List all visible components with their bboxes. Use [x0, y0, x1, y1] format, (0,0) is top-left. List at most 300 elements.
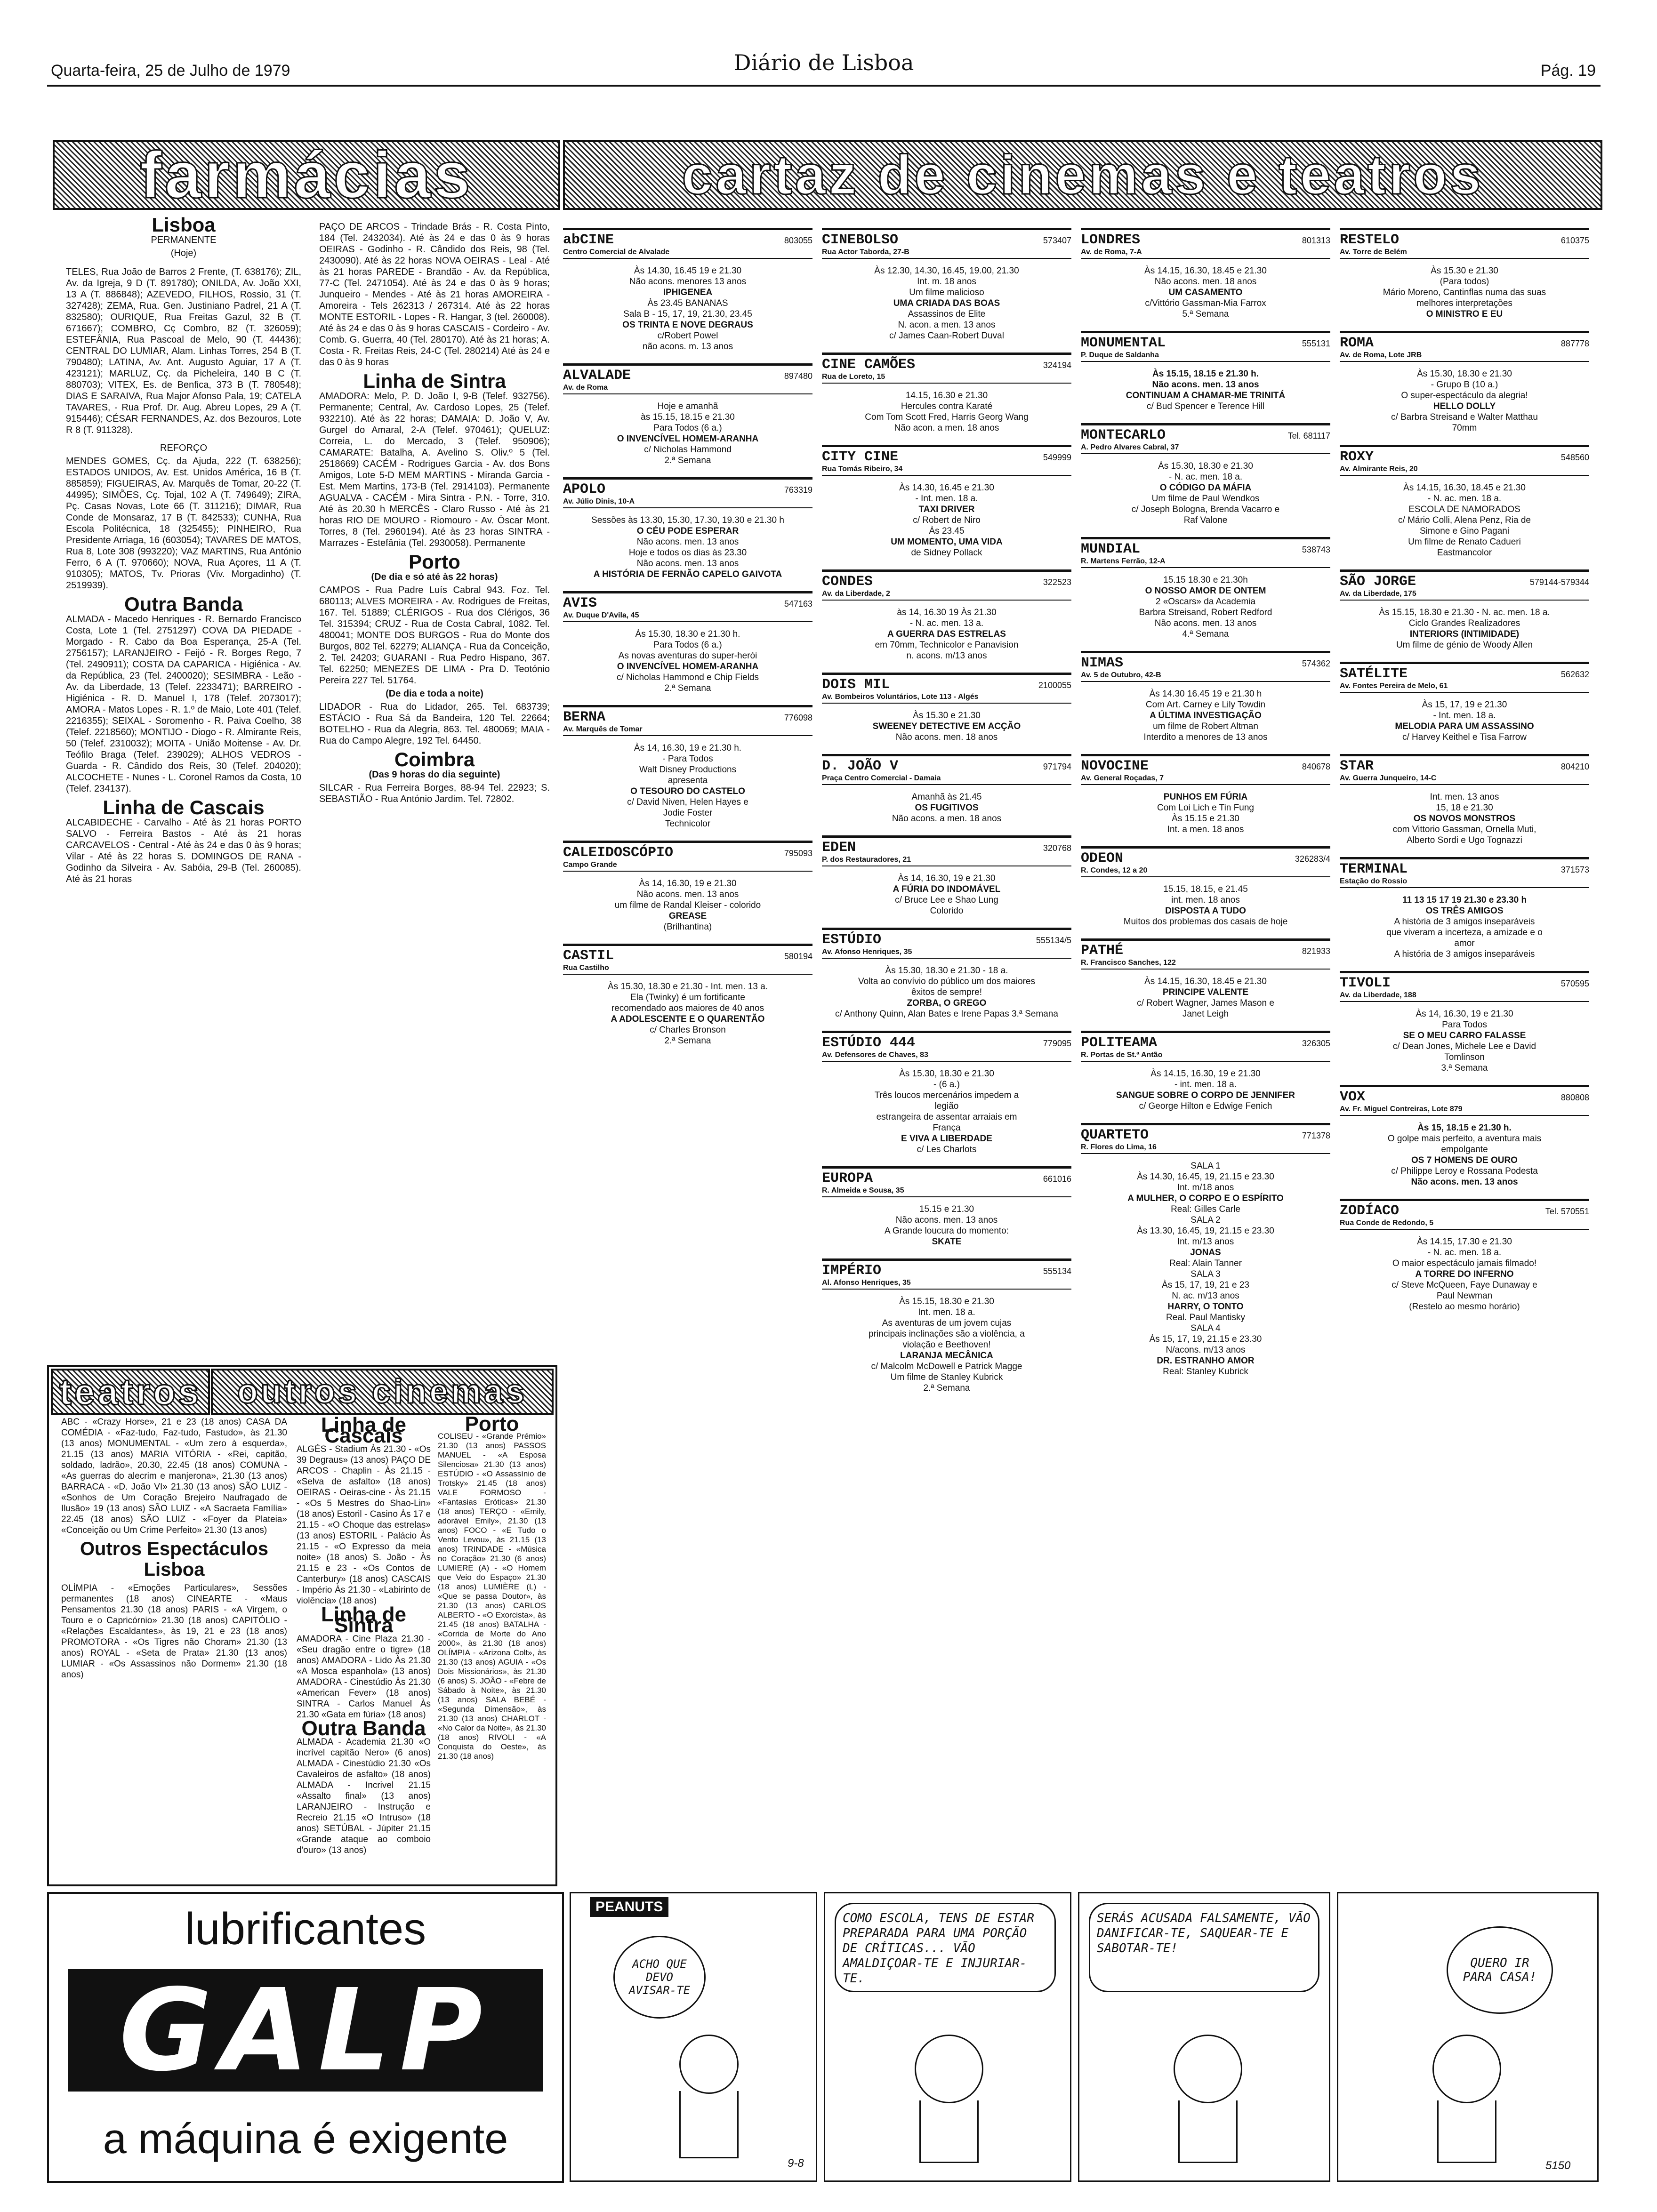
program-line: legião: [934, 1101, 959, 1111]
program-line: Ela (Twinky) é um fortificante: [630, 993, 745, 1002]
outros-espectaculos-list: OLÍMPIA - «Emoções Particulares», Sessões permanentes (18 anos) CINEARTE - «Maus Pensamentos 21.30 (18 anos) PARIS - «A Virgem, o Touro e o Capricórnio» 21.30 (18 anos) CAPITÓLIO - «Relações Escaldantes», às 19, 21 e 23 (18 anos) PROMOTORA - «Os Tigres não Choram» 21.30 (13 anos) ROYAL - «Seta de Prata» 21.30 (13 anos) LUMIAR - «Os Assassinos não Dormem» 21.30 (18 anos): [61, 1583, 287, 1680]
program-line: Não acons. men. 13 anos: [1154, 618, 1257, 628]
program-line: GREASE: [668, 911, 707, 921]
program-line: Não acons. men. 18 anos: [895, 732, 998, 742]
program-line: melhores interpretações: [1416, 298, 1512, 308]
cinema-listing: [822, 673, 1071, 745]
cinema-address: Av. Marquês de Tomar: [563, 725, 812, 736]
cinema-name: D. JOÃO V: [822, 758, 899, 774]
program-line: Às 14.30, 16.45 19 e 21.30: [634, 266, 742, 276]
cinema-program: [1081, 877, 1330, 930]
program-line: Real. Paul Mantisky: [1166, 1313, 1245, 1322]
cinema-phone: 555131: [1302, 339, 1330, 348]
program-line: - Para Todos: [662, 754, 713, 764]
cinema-program: [1081, 1154, 1330, 1380]
program-line: Às 14.30, 16.45, 19, 21.15 e 23.30: [1137, 1172, 1274, 1182]
program-line: Volta ao convívio do público um dos maiores: [858, 977, 1035, 986]
cinema-address: Rua de Loreto, 15: [822, 373, 1071, 384]
cinema-name: DOIS MIL: [822, 677, 890, 693]
program-line: PRINCIPE VALENTE: [1162, 987, 1249, 997]
program-line: Às 12.30, 14.30, 16.45, 19.00, 21.30: [874, 266, 1019, 276]
cinema-header: [1081, 655, 1330, 671]
outra-banda-list: ALMADA - Macedo Henriques - R. Bernardo Francisco Costa, Lote 1 (Tel. 2751297) COVA DA PIEDADE - Morgado - R. Cabo da Boa Esperança, 25-A (Tel. 2756157); LARANJEIRO - Feijó - R. Borges Rego, 7 (Tel. 2490911); COSTA DA CAPARICA - Higiénica - Av. da República, 23 (Tel. 2400020); SESIMBRA - Leão - Av. da Liberdade, 13 (Telef. 2233471); BARREIRO - Higiénica - R. D. Manuel I, 178 (Telef. 2073017); AMORA - Matos Lopes - R. 1.º de Maio, Lote 401 (Telef. 2216355); SEIXAL - Soromenho - R. Paiva Coelho, 38 (Telef. 2218560); MONTIJO - Diogo - R. Almirante Reis, 50 (Telef. 2310032); MOITA - União Moitense - Av. Dr. Teófilo Braga (Telef. 239029); ALHOS VEDROS - Guarda - R. Cândido dos Reis, 30 (Telef. 204020); ALCOCHETE - Nunes - L. Coronel Ramos da Costa, 10 (Telef. 234137).: [66, 614, 301, 794]
cinema-program: [822, 959, 1071, 1022]
program-line: de Sidney Pollack: [911, 548, 982, 558]
cinema-header: [822, 840, 1071, 856]
cinema-phone: 2100055: [1038, 681, 1071, 690]
program-line: OS FUGITIVOS: [915, 803, 979, 813]
cinema-program: [563, 622, 812, 697]
comic-date-1: 9-8: [788, 2157, 804, 2170]
cinema-address: Rua Castilho: [563, 964, 812, 975]
cinema-name: EDEN: [822, 840, 856, 856]
cinema-phone: 771378: [1302, 1131, 1330, 1140]
program-line: A história de 3 amigos inseparáveis: [1394, 917, 1535, 927]
cinema-phone: 573407: [1043, 236, 1071, 245]
cinema-header: [1340, 975, 1589, 991]
comic-bubble-3: QUERO IR PARA CASA!: [1447, 1926, 1553, 2014]
program-line: êxitos de sempre!: [911, 987, 982, 997]
program-line: Int. a men. 18 anos: [1167, 825, 1244, 834]
program-line: 15.15 e 21.30: [919, 1204, 974, 1214]
program-line: - int. men. 18 a.: [1174, 1080, 1237, 1090]
cinema-phone: 580194: [784, 952, 812, 961]
program-line: 2.ª Semana: [664, 456, 711, 465]
cinema-phone: 971794: [1043, 762, 1071, 771]
cinema-program: [1081, 568, 1330, 642]
ad-top-text: lubrificantes: [185, 1904, 426, 1954]
program-line: Às 13.30, 16.45, 19, 21.15 e 23.30: [1137, 1226, 1274, 1236]
program-line: Sala B - 15, 17, 19, 21.30, 23.45: [623, 309, 752, 319]
teatros-list: ABC - «Crazy Horse», 21 e 23 (18 anos) CASA DA COMÉDIA - «Faz-tudo, Faz-tudo, Fastudo», às 21.30 (13 anos) MONUMENTAL - «Um zero à esquerda», 21.15 (13 anos) MARIA VITÓRIA - «Rei, capitão, soldado, ladrão», 20.30, 22.45 (18 anos) COMUNA - «As guerras do alecrim e manjerona», 21.30 (13 anos) BARRACA - «D. João VI» 21.30 (13 anos) SÃO LUIZ - «Sonhos de Um Coração Brejeiro Naufragado de Ilusão» 19 (13 anos) SÃO LUIZ - «A Sacraeta Família» 22.45 (18 anos) SÃO LUIZ - «Foyer da Plateia» «Conceição ou Um Crime Perfeito» 21.30 (13 anos): [61, 1417, 287, 1535]
program-line: A HISTÓRIA DE FERNÃO CAPELO GAIVOTA: [593, 569, 782, 579]
program-line: Às 15.15 e 21.30: [1172, 814, 1239, 824]
program-line: O TESOURO DO CASTELO: [630, 786, 745, 796]
comic-caption: COMO ESCOLA, TENS DE ESTAR PREPARADA PARA UMA PORÇÃO DE CRÍTICAS... VÃO AMALDIÇOAR-TE E INJURIAR-TE.: [835, 1903, 1056, 1992]
program-line: SE O MEU CARRO FALASSE: [1403, 1031, 1526, 1041]
cinema-phone: 326283/4: [1295, 854, 1330, 864]
masthead: Diário de Lisboa: [733, 50, 914, 75]
cinema-name: CINE CAMÕES: [822, 357, 916, 373]
program-line: SALA 1: [1190, 1161, 1221, 1171]
cinema-header: [822, 357, 1071, 373]
porto-noite-sub: (De dia e toda a noite): [386, 689, 483, 699]
comic-panel-1: [570, 1892, 817, 2182]
cinema-phone: 548560: [1560, 453, 1589, 462]
program-line: OS TRINTA E NOVE DEGRAUS: [622, 320, 753, 330]
program-line: - Int. men. 18 a.: [1433, 711, 1496, 721]
program-line: 14.15, 16.30 e 21.30: [905, 391, 988, 401]
cinema-program: [1340, 259, 1589, 322]
cinema-address: Av. Afonso Henriques, 35: [822, 948, 1071, 959]
character-body: [919, 2100, 979, 2163]
cinema-header: [563, 948, 812, 964]
program-line: A história de 3 amigos inseparáveis: [1394, 949, 1535, 959]
cinema-program: [1081, 682, 1330, 745]
cinema-address: Av. Almirante Reis, 20: [1340, 465, 1589, 476]
character-body: [679, 2091, 739, 2158]
program-line: Assassinos de Elite: [908, 309, 986, 319]
cinema-program: [1340, 888, 1589, 962]
cinema-name: AVIS: [563, 595, 597, 611]
cinema-listing: [822, 835, 1071, 919]
ad-bottom-text: a máquina é exigente: [103, 2116, 508, 2163]
sintra-heading: Linha de Sintra: [363, 370, 506, 392]
program-line: As aventuras de um jovem cujas: [882, 1318, 1012, 1328]
program-line: O NOSSO AMOR DE ONTEM: [1145, 586, 1266, 596]
reforco-label: REFORÇO: [160, 443, 207, 453]
program-line: Com Art. Carney e Lily Towdin: [1145, 700, 1266, 710]
cinema-name: POLITEAMA: [1081, 1035, 1158, 1051]
program-line: - N. ac. men. 18 a.: [1168, 472, 1243, 482]
lisboa-heading: Lisboa: [152, 214, 216, 236]
cinema-address: A. Pedro Alvares Cabral, 37: [1081, 443, 1330, 454]
galp-logo: [68, 1964, 543, 2096]
program-line: Às 15.15, 18.30 e 21.30: [899, 1297, 994, 1306]
cinema-listing: [1081, 651, 1330, 745]
character-body: [1437, 2100, 1496, 2163]
program-line: Int. m/13 anos: [1177, 1237, 1234, 1247]
program-line: Para Todos: [1442, 1020, 1487, 1030]
cinema-address: Av. da Liberdade, 175: [1340, 590, 1589, 601]
program-line: N. ac. m/13 anos: [1172, 1291, 1239, 1301]
permanente-list: TELES, Rua João de Barros 2 Frente, (T. 638176); ZIL, Av. da Igreja, 9 D (T. 891780); ONILDA, Av. João XXI, 13 A (T. 886848); AZEVEDO, FILHOS, Rossio, 31 (T. 327428); ZEMA, Rua. Gen. Justiniano Padrel, 21 A (T. 832580); OURIQUE, Rua Freitas Gazul, 32 B (T. 671667); COMBRO, Cç Combro, 82 (T. 326059); ESTEFÂNIA, Rua Pascoal de Melo, 90 (T. 44436); CENTRAL DO LUMIAR, Alam. Linhas Torres, 254 B (T. 790480); LATINA, Av. Ant. Augusto Aguiar, 17 A (T. 423121); MARLUZ, Cç. da Picheleira, 140 B C (T. 880703); VITEX, Es. de Benfica, 373 B (T. 780548); DIAS E SARAIVA, Rua Major Afonso Pala, 19; CATELA TAVARES, - Rua Prof. Dr. Aug. Abreu Lopes, 29 A (T. 915446); CÉSAR FERNANDES, Az. dos Bezouros, Lote R 8 (T. 911328).: [66, 267, 301, 435]
program-line: Às 14, 16.30, 19 e 21.30: [1416, 1009, 1513, 1019]
program-line: Hoje e amanhã: [657, 401, 718, 411]
cinema-program: [1081, 362, 1330, 415]
cinema-address: Av. de Roma, 7-A: [1081, 248, 1330, 259]
cinema-phone: 574362: [1302, 659, 1330, 668]
cinema-listing: [822, 353, 1071, 436]
cinema-listing: [563, 228, 812, 355]
cinema-listing: [1340, 971, 1589, 1076]
porto-noite-list: LIDADOR - Rua do Lidador, 265. Tel. 683739; ESTÁCIO - Rua Sá da Bandeira, 120 Tel. 22664; BOTELHO - Rua da Alegria, 863. Tel. 480069; MAIA - Rua do Campo Alegre, 192 Tel. 64450.: [319, 702, 550, 746]
cartaz-banner: [563, 140, 1602, 210]
outra-banda-heading: Outra Banda: [124, 593, 243, 615]
cinema-listing: [1081, 754, 1330, 838]
program-line: Para Todos (6 a.): [653, 640, 722, 650]
cinema-phone: 326305: [1302, 1039, 1330, 1048]
comic-title: PEANUTS: [590, 1897, 668, 1917]
program-line: Um filme de Stanley Kubrick: [890, 1372, 1003, 1382]
hoje-label: (Hoje): [170, 248, 197, 258]
cinema-program: [1081, 259, 1330, 322]
cinema-address: Rua Tomás Ribeiro, 34: [822, 465, 1071, 476]
cinema-address: Av. da Liberdade, 2: [822, 590, 1071, 601]
comic-date-2: 5150: [1545, 2159, 1571, 2172]
cinema-phone: 804210: [1560, 762, 1589, 771]
program-line: Não acons. men. 13 anos: [895, 1215, 998, 1225]
program-line: Mário Moreno, Cantinflas numa das suas: [1383, 288, 1546, 297]
cinema-header: [1340, 861, 1589, 877]
program-line: c/ Joseph Bologna, Brenda Vacarro e: [1131, 505, 1280, 514]
program-line: Às 14, 16.30, 19 e 21.30: [898, 874, 996, 883]
program-line: c/ Dean Jones, Michele Lee e David: [1392, 1042, 1536, 1051]
program-line: Um filme de Paul Wendkos: [1151, 494, 1260, 504]
program-line: - Int. men. 18 a.: [915, 494, 978, 504]
galp-ad: [47, 1892, 564, 2183]
program-line: Int. men. 13 anos: [1430, 792, 1499, 802]
program-line: O super-espectáculo da alegria!: [1401, 391, 1528, 401]
cinema-address: Rua Actor Taborda, 27-B: [822, 248, 1071, 259]
cinema-program: [822, 601, 1071, 664]
cinema-name: ZODÍACO: [1340, 1203, 1400, 1219]
program-line: - Grupo B (10 a.): [1431, 380, 1498, 390]
cinema-name: CITY CINE: [822, 449, 899, 465]
cinema-phone: 779095: [1043, 1039, 1071, 1048]
program-line: Às 15, 17, 19, 21.15 e 23.30: [1149, 1334, 1262, 1344]
program-line: Tomlinson: [1444, 1052, 1485, 1062]
comic-panel-2: [824, 1892, 1071, 2182]
program-line: Não acons. a men. 18 anos: [892, 814, 1002, 824]
cinema-header: [1340, 449, 1589, 465]
cinema-phone: 887778: [1560, 339, 1589, 348]
cinema-listing: [822, 1258, 1071, 1396]
program-line: LARANJA MECÂNICA: [900, 1351, 993, 1361]
program-line: Às 15.15, 18.30 e 21.30 - N. ac. men. 18 a.: [1379, 608, 1550, 617]
cinema-name: IMPÉRIO: [822, 1263, 882, 1279]
farmacias-col-2: [319, 221, 550, 1360]
cinema-header: [822, 758, 1071, 774]
cinema-address: P. Duque de Saldanha: [1081, 351, 1330, 362]
cinema-header: [822, 1035, 1071, 1051]
character-figure: [915, 2035, 983, 2103]
cinema-name: LONDRES: [1081, 232, 1141, 248]
program-line: HELLO DOLLY: [1433, 401, 1496, 411]
coimbra-sub: (Das 9 horas do dia seguinte): [369, 769, 500, 780]
cinema-header: [563, 481, 812, 497]
cinema-address: Av. de Roma, Lote JRB: [1340, 351, 1589, 362]
cartaz-title: cartaz de cinemas e teatros: [682, 144, 1484, 206]
program-line: A FÚRIA DO INDOMÁVEL: [893, 884, 1001, 894]
program-line: Sessões às 13.30, 15.30, 17.30, 19.30 e 21.30 h: [591, 515, 784, 525]
cinema-name: CASTIL: [563, 948, 614, 964]
program-line: A ÚLTIMA INVESTIGAÇÃO: [1150, 711, 1262, 721]
program-line: Às 15.30 e 21.30: [913, 711, 981, 721]
cinema-program: [563, 394, 812, 469]
cinema-header: [1081, 335, 1330, 351]
program-line: ESCOLA DE NAMORADOS: [1408, 505, 1520, 514]
cinema-address: Av. Duque D'Avila, 45: [563, 611, 812, 622]
cinema-name: SÃO JORGE: [1340, 574, 1416, 590]
program-line: um filme de Robert Altman: [1153, 721, 1258, 731]
program-line: O INVENCÍVEL HOMEM-ARANHA: [617, 662, 759, 672]
program-line: O maior espectáculo jamais filmado!: [1392, 1258, 1537, 1268]
program-line: 70mm: [1452, 423, 1477, 433]
program-line: - N. ac. men. 13 a.: [909, 618, 984, 628]
comic-bubble-1: ACHO QUE DEVO AVISAR-TE: [613, 1936, 706, 2019]
program-line: Barbra Streisand, Robert Redford: [1139, 608, 1272, 617]
program-line: recomendado aos maiores de 40 anos: [611, 1003, 764, 1013]
program-line: Às 15.15, 18.15 e 21.30 h.: [1152, 369, 1259, 379]
cinema-listing: [1340, 331, 1589, 436]
cinema-listing: [563, 841, 812, 935]
cinema-address: Av. Bombeiros Voluntários, Lote 113 - Algés: [822, 693, 1071, 704]
cinema-header: [1340, 335, 1589, 351]
program-line: IPHIGENEA: [663, 288, 713, 297]
program-line: int. men. 18 anos: [1171, 895, 1240, 905]
program-line: UMA CRIADA DAS BOAS: [893, 298, 1000, 308]
program-line: c/ Steve McQueen, Faye Dunaway e: [1392, 1280, 1537, 1290]
program-line: Um filme de génio de Woody Allen: [1396, 640, 1533, 650]
cinema-col-2: [822, 228, 1071, 1884]
program-line: Int. m/18 anos: [1177, 1183, 1234, 1193]
program-line: TAXI DRIVER: [918, 505, 975, 514]
character-figure: [1432, 2035, 1501, 2103]
cinema-address: Av. de Roma: [563, 384, 812, 394]
program-line: Às 14.15, 16.30, 19 e 21.30: [1150, 1069, 1261, 1079]
program-line: SALA 4: [1190, 1323, 1221, 1333]
program-line: (Brilhantina): [663, 922, 712, 932]
comic-panel-4: [1337, 1892, 1599, 2182]
program-line: Int. m. 18 anos: [917, 277, 976, 287]
cinema-name: ALVALADE: [563, 368, 631, 384]
cinema-listing: [1081, 331, 1330, 415]
program-line: um filme de Randal Kleiser - colorido: [614, 900, 761, 910]
cinema-listing: [1081, 537, 1330, 642]
cinema-address: Av. da Liberdade, 188: [1340, 991, 1589, 1002]
teatros-banner: [51, 1369, 210, 1415]
cinema-phone: 555134/5: [1036, 936, 1071, 945]
coimbra-list: SILCAR - Rua Ferreira Borges, 88-94 Tel. 22923; S. SEBASTIÃO - Rua António Jardim. Tel. 72802.: [319, 783, 550, 804]
cinema-col-4: [1340, 228, 1589, 1884]
cinema-phone: 897480: [784, 371, 812, 381]
cinema-program: [1340, 1116, 1589, 1190]
program-line: A TORRE DO INFERNO: [1415, 1269, 1514, 1279]
program-line: N. acon. a men. 13 anos: [898, 320, 996, 330]
program-line: apresenta: [668, 776, 708, 785]
cinema-header: [563, 368, 812, 384]
program-line: 11 13 15 17 19 21.30 e 23.30 h: [1402, 895, 1527, 905]
cinema-name: abCINE: [563, 232, 614, 248]
cinema-address: Al. Afonso Henriques, 35: [822, 1279, 1071, 1290]
cinema-phone: 803055: [784, 236, 812, 245]
cinema-listing: [1340, 857, 1589, 962]
cinema-name: ODEON: [1081, 850, 1124, 866]
cinema-header: [1081, 850, 1330, 866]
program-line: PUNHOS EM FÚRIA: [1163, 792, 1248, 802]
program-line: às 14, 16.30 19 Às 21.30: [897, 608, 997, 617]
teatros-col: [61, 1417, 287, 1878]
program-line: c/ Charles Bronson: [650, 1025, 726, 1035]
cinema-phone: 547163: [784, 599, 812, 609]
character-body: [1178, 2100, 1238, 2163]
cinema-address: Av. Júlio Dinis, 10-A: [563, 497, 812, 508]
cinema-address: Praça Centro Comercial - Damaia: [822, 774, 1071, 785]
cinema-phone: 840678: [1302, 762, 1330, 771]
cinema-phone: Tel. 570551: [1545, 1207, 1589, 1216]
program-line: em 70mm, Technicolor e Panavision: [875, 640, 1019, 650]
cinema-program: [1340, 1002, 1589, 1076]
cinema-listing: [822, 1031, 1071, 1158]
cinema-name: ESTÚDIO: [822, 932, 882, 948]
program-line: Não acons. menores 13 anos: [629, 277, 747, 287]
program-line: 2.ª Semana: [923, 1383, 970, 1393]
cinema-name: SATÉLITE: [1340, 666, 1408, 682]
reforco-list: MENDES GOMES, Cç. da Ajuda, 222 (T. 638256); ESTADOS UNIDOS, Av. Est. Unidos América, 16 B (T. 885859); FIGUEIRAS, Av. Marquês de Tomar, 20-22 (T. 44995); SIMÕES, Cç. Tojal, 102 A (T. 749649); ZIRA, Pç. Casas Novas, Lote 66 (T. 311216); DIMAR, Rua Conde de Monsaraz, 17 B (T. 842533); CUNHA, Rua Escola Politécnica, 18 (325455); PINHEIRO, Rua Presidente Arriaga, 16 (603054); TAVARES DE MATOS, Rua 8, Lote 308 (993220); VAZ MARTINS, Rua António Ferro, 6 A (T. 970660); NOVA, Rua Açores, 11 A (T. 910305); MATOS, Tv. Prioras (Viv. Morgadinho) (T. 2519939).: [66, 456, 301, 591]
cinema-address: R. Condes, 12 a 20: [1081, 866, 1330, 877]
program-line: As novas aventuras do super-herói: [618, 651, 757, 661]
cinema-phone: 579144-579344: [1529, 577, 1589, 587]
program-line: c/Robert Powel: [657, 331, 718, 341]
program-line: Paul Newman: [1436, 1291, 1493, 1301]
cinema-header: [1081, 758, 1330, 774]
program-line: - N. ac. men. 18 a.: [1427, 1248, 1502, 1258]
cinema-program: [1081, 970, 1330, 1022]
permanente-label: PERMANENTE: [151, 235, 217, 245]
program-line: Um filme malicioso: [909, 288, 984, 297]
program-line: 2.ª Semana: [664, 683, 711, 693]
program-line: Um filme de Renato Cadueri: [1408, 537, 1521, 547]
cinema-name: NIMAS: [1081, 655, 1124, 671]
cinema-name: TERMINAL: [1340, 861, 1408, 877]
cinema-name: QUARTETO: [1081, 1127, 1149, 1143]
cinema-listing: [1340, 662, 1589, 745]
cinema-program: [1340, 601, 1589, 653]
program-line: c/ Barbra Streisand e Walter Matthau: [1391, 412, 1538, 422]
cinema-address: Av. Torre de Belém: [1340, 248, 1589, 259]
cinema-listing: [1340, 228, 1589, 322]
cinema-name: TIVOLI: [1340, 975, 1391, 991]
program-line: c/ Mário Colli, Alena Penz, Ria de: [1398, 515, 1531, 525]
cinema-listing: [563, 477, 812, 583]
program-line: c/ Les Charlots: [917, 1145, 977, 1154]
program-line: O INVENCÍVEL HOMEM-ARANHA: [617, 434, 759, 444]
program-line: c/ George Hilton e Edwige Fenich: [1139, 1101, 1272, 1111]
program-line: UM MOMENTO, UMA VIDA: [891, 537, 1003, 547]
cinema-address: Av. Fontes Pereira de Melo, 61: [1340, 682, 1589, 693]
program-line: 3.ª Semana: [1441, 1063, 1488, 1073]
cinema-address: Av. Fr. Miguel Contreiras, Lote 879: [1340, 1105, 1589, 1116]
cinema-listing: [563, 705, 812, 832]
sintra-list: AMADORA: Melo, P. D. João I, 9-B (Telef. 932756). Permanente; Central, Av. Cardoso Lopes, 25 (Telef. 932210). Até às 22 horas; DAMAIA: D. João V, Av. Gurgel do Amaral, 2-A (Telef. 970461); QUELUZ: Correia, L. do Mercado, 3 (Telef. 950906); CAMARATE: Batalha, A. Avelino S. Oliv.º 5 (Tel. 2518669) CACÉM - Rodrigues Garcia - Av. dos Bons Amigos, Lote 5-D MEM MARTINS - Miranda Garcia - Est. Mem Martins, 173-B (Tel. 2914103). Permanente AGUALVA - CACÉM - Mira Sintra - P.N. - Torre, 310. Até às 20.30 h MERCÊS - Claro Russo - Até às 21 horas RIO DE MOURO - Riomouro - Av. Óscar Mont. Torres, 8 (Tel. 2960194). Até às 23 horas SINTRA - Marrazes - Estefânia (Tel. 2930058). Permanente: [319, 391, 550, 548]
cinema-listing: [1340, 1199, 1589, 1315]
cinema-header: [822, 574, 1071, 590]
program-line: JONAS: [1190, 1248, 1221, 1258]
program-line: Às 15.30, 18.30 e 21.30 - 18 a.: [885, 966, 1008, 976]
cinema-phone: 562632: [1560, 670, 1589, 679]
program-line: INTERIORS (INTIMIDADE): [1409, 629, 1520, 639]
program-line: Às 15.30, 18.30 e 21.30 - Int. men. 13 a.: [607, 982, 768, 992]
cinema-name: STAR: [1340, 758, 1374, 774]
cinema-address: Av. 5 de Outubro, 42-B: [1081, 671, 1330, 682]
program-line: N/acons. m/13 anos: [1166, 1345, 1246, 1355]
cinema-name: APOLO: [563, 481, 606, 497]
cinema-name: MUNDIAL: [1081, 541, 1141, 557]
program-line: com Vittorio Gassman, Ornella Muti,: [1392, 825, 1536, 834]
program-line: Janet Leigh: [1182, 1009, 1229, 1019]
program-line: Real: Stanley Kubrick: [1163, 1367, 1248, 1377]
cinema-header: [1081, 1035, 1330, 1051]
porto-sub: (De dia e só até às 22 horas): [371, 572, 498, 582]
program-line: Às 14.30, 16.45 e 21.30: [899, 483, 994, 493]
program-line: - (6 a.): [933, 1080, 960, 1090]
cinema-phone: 549999: [1043, 453, 1071, 462]
cinema-col-3: [1081, 228, 1330, 1884]
cinema-program: [563, 975, 812, 1049]
cinema-program: [822, 476, 1071, 561]
comic-panel-3: [1078, 1892, 1330, 2182]
program-line: que viveram a incerteza, a amizade e o: [1386, 928, 1543, 938]
cinema-program: [1081, 785, 1330, 838]
program-line: Real: Gilles Carle: [1171, 1204, 1240, 1214]
cinema-listing: [822, 1166, 1071, 1250]
character-figure: [679, 2035, 739, 2094]
program-line: OS 7 HOMENS DE OURO: [1411, 1155, 1518, 1165]
cinema-listing: [1340, 754, 1589, 849]
cinema-listing: [563, 591, 812, 697]
cinema-listing: [1340, 569, 1589, 653]
